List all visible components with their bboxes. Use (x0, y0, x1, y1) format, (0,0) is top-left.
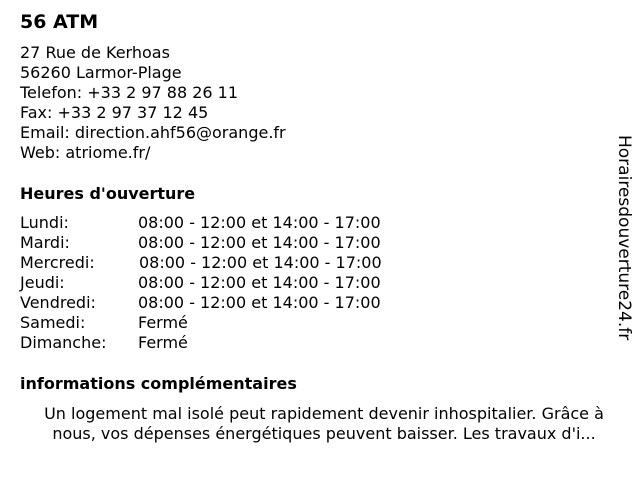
time-value: 08:00 - 12:00 et 14:00 - 17:00 (138, 233, 381, 252)
phone-line: Telefon: +33 2 97 88 26 11 (20, 83, 239, 102)
fax-line: Fax: +33 2 97 37 12 45 (20, 103, 209, 122)
day-label: Mardi: (20, 233, 70, 252)
day-label: Lundi: (20, 213, 69, 232)
address-street: 27 Rue de Kerhoas (20, 43, 170, 62)
time-value: Fermé (138, 313, 188, 332)
hours-row-thursday (20, 273, 440, 293)
time-value: 08:00 - 12:00 et 14:00 - 17:00 (138, 273, 381, 292)
info-description: Un logement mal isolé peut rapidement devenir inhospitalier. Grâce à nous, vos dépenses énergétiques peuvent baisser. Les travaux d'i... (44, 404, 604, 443)
hours-row-friday (20, 293, 440, 313)
day-label: Mercredi: (20, 253, 95, 272)
day-label: Samedi: (20, 313, 86, 332)
time-value: 08:00 - 12:00 et 14:00 - 17:00 (138, 293, 381, 312)
site-watermark: Horairesdouverture24.fr (614, 135, 634, 341)
day-label: Dimanche: (20, 333, 107, 352)
hours-row-tuesday (20, 233, 440, 253)
contact-block (20, 43, 286, 163)
time-value: 08:00 - 12:00 et 14:00 - 17:00 (138, 213, 381, 232)
time-value: Fermé (138, 333, 188, 352)
day-label: Vendredi: (20, 293, 96, 312)
email-line: Email: direction.ahf56@orange.fr (20, 123, 286, 142)
address-city: 56260 Larmor-Plage (20, 63, 182, 82)
hours-row-monday (20, 213, 440, 233)
hours-row-wednesday (20, 253, 440, 273)
hours-row-sunday (20, 333, 440, 353)
info-heading: informations complémentaires (20, 374, 297, 393)
hours-heading: Heures d'ouverture (20, 184, 196, 203)
hours-row-saturday (20, 313, 440, 333)
business-title: 56 ATM (20, 11, 99, 33)
web-line: Web: atriome.fr/ (20, 143, 151, 162)
time-value: 08:00 - 12:00 et 14:00 - 17:00 (139, 253, 382, 272)
day-label: Jeudi: (20, 273, 65, 292)
hours-table (20, 213, 440, 353)
